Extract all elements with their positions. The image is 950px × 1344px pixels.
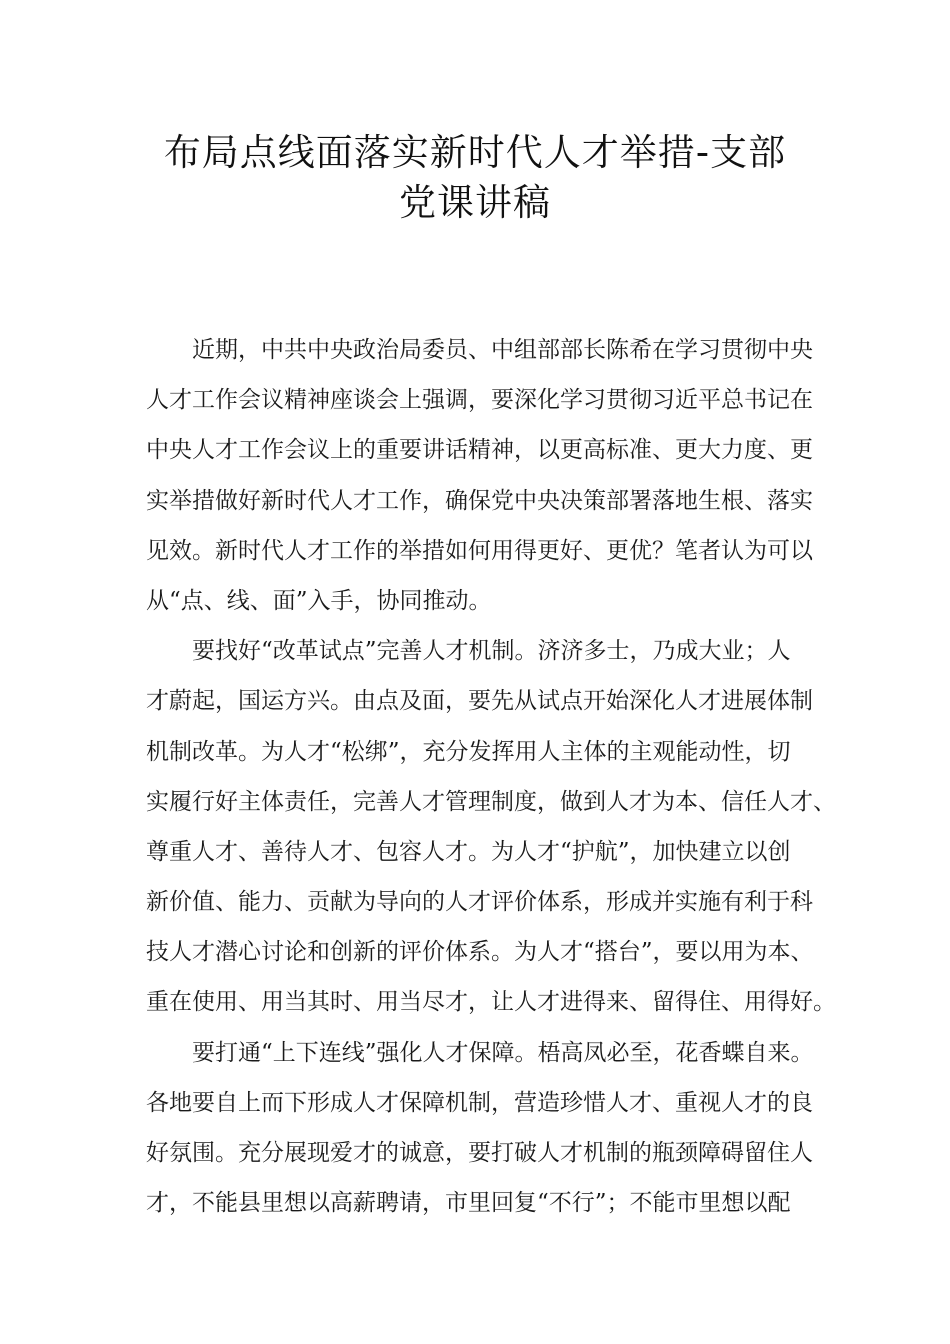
paragraph-1 <box>146 325 826 626</box>
title-line-2: 党课讲稿 <box>399 181 551 224</box>
paragraph-line: 实履行好主体责任，完善人才管理制度，做到人才为本、信任人才、 <box>146 788 836 815</box>
document-title <box>0 128 950 228</box>
paragraph-line: 技人才潜心讨论和创新的评价体系。为人才“搭台”，要以用为本、 <box>146 939 814 966</box>
paragraph-line: 实举措做好新时代人才工作，确保党中央决策部署落地生根、落实 <box>146 487 813 514</box>
paragraph-line: 从“点、线、面”入手，协同推动。 <box>146 587 492 614</box>
paragraph-line: 才，不能县里想以高薪聘请，市里回复“不行”；不能市里想以配 <box>146 1190 791 1217</box>
paragraph-line: 好氛围。充分展现爱才的诚意，要打破人才机制的瓶颈障碍留住人 <box>146 1140 813 1166</box>
document-body <box>146 325 836 1228</box>
paragraph-line: 人才工作会议精神座谈会上强调，要深化学习贯彻习近平总书记在 <box>146 387 813 414</box>
paragraph-line: 见效。新时代人才工作的举措如何用得更好、更优？笔者认为可以 <box>146 537 813 564</box>
paragraph-line: 近期，中共中央政治局委员、中组部部长陈希在学习贯彻中央 <box>192 337 813 363</box>
paragraph-line: 要找好“改革试点”完善人才机制。济济多士，乃成大业；人 <box>192 638 791 665</box>
title-line-1: 布局点线面落实新时代人才举措-支部 <box>163 131 787 174</box>
paragraph-line: 要打通“上下连线”强化人才保障。梧高凤必至，花香蝶自来。 <box>192 1039 814 1066</box>
paragraph-line: 机制改革。为人才“松绑”，充分发挥用人主体的主观能动性，切 <box>146 738 791 765</box>
paragraph-line: 中央人才工作会议上的重要讲话精神，以更高标准、更大力度、更 <box>146 437 813 464</box>
paragraph-line: 尊重人才、善待人才、包容人才。为人才“护航”，加快建立以创 <box>146 838 791 865</box>
paragraph-line: 新价值、能力、贡献为导向的人才评价体系，形成并实施有利于科 <box>146 889 813 916</box>
paragraph-line: 才蔚起，国运方兴。由点及面，要先从试点开始深化人才进展体制 <box>146 688 813 715</box>
paragraph-line: 重在使用、用当其时、用当尽才，让人才进得来、留得住、用得好。 <box>146 989 836 1016</box>
paragraph-3 <box>146 1028 826 1229</box>
paragraph-line: 各地要自上而下形成人才保障机制，营造珍惜人才、重视人才的良 <box>146 1089 813 1116</box>
paragraph-2 <box>146 626 836 1028</box>
